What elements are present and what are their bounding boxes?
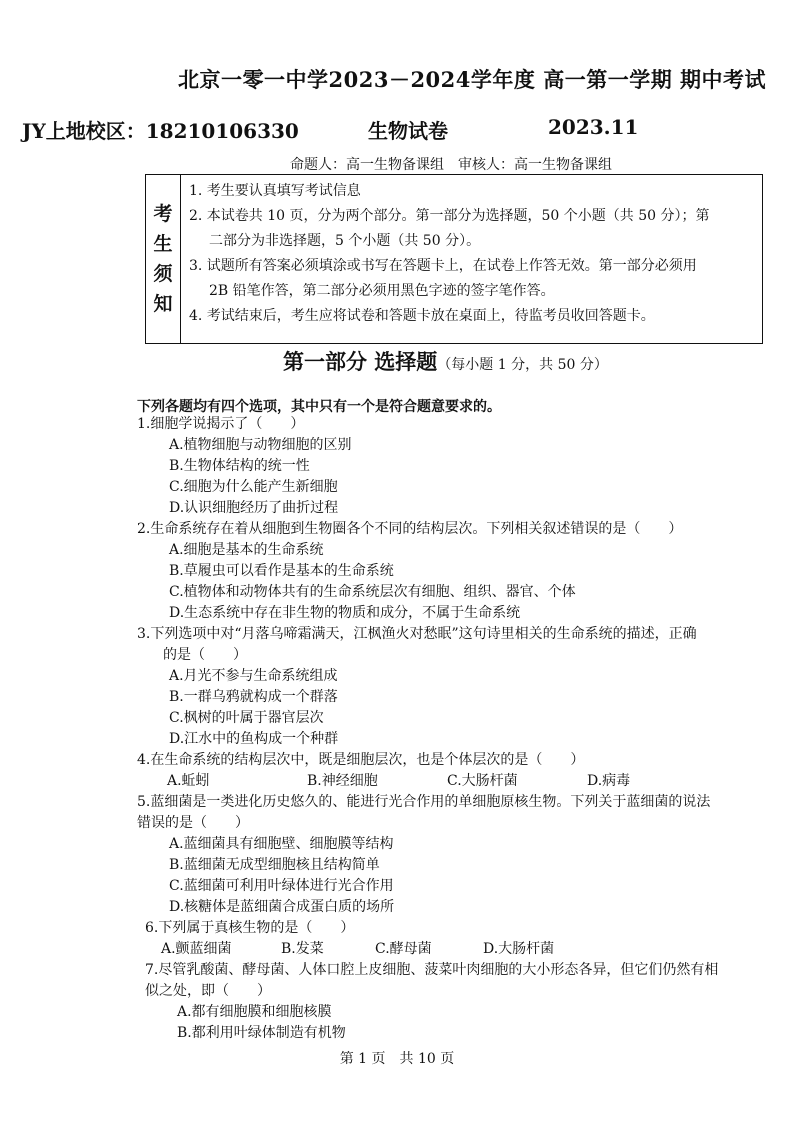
option: C.大肠杆菌 xyxy=(447,773,518,789)
option: B.草履虫可以看作是基本的生命系统 xyxy=(169,563,394,579)
notice-item-text: 二部分为非选择题，5 个小题（共 50 分）。 xyxy=(209,233,481,249)
notice-item-text: 1. 考生要认真填写考试信息 xyxy=(189,183,361,199)
option: A.都有细胞膜和细胞核膜 xyxy=(177,1004,332,1020)
notice-label-char: 考 xyxy=(153,203,173,225)
notice-item xyxy=(189,254,762,304)
notice-item-text: 2B 铅笔作答，第二部分必须用黑色字迹的签字笔作答。 xyxy=(209,283,555,299)
option-row xyxy=(137,771,777,792)
question-6 xyxy=(137,918,777,960)
page-footer: 第 1 页 共 10 页 xyxy=(339,1051,455,1067)
notice-label-char: 知 xyxy=(153,293,173,315)
option: C.蓝细菌可利用叶绿体进行光合作用 xyxy=(169,878,394,894)
notice-item-text: 4. 考试结束后，考生应将试卷和答题卡放在桌面上，待监考员收回答题卡。 xyxy=(189,308,655,324)
exam-subject: 生物试卷 xyxy=(368,119,448,143)
option: B.蓝细菌无成型细胞核且结构简单 xyxy=(169,857,380,873)
question-stem: 5.蓝细菌是一类进化历史悠久的、能进行光合作用的单细胞原核生物。下列关于蓝细菌的说法 xyxy=(137,794,711,810)
notice-item-text: 2. 本试卷共 10 页，分为两个部分。第一部分为选择题，50 个小题（共 50 分）；第 xyxy=(189,208,710,224)
notice-label-char: 生 xyxy=(153,233,173,255)
question-stem: 3.下列选项中对“月落乌啼霜满天，江枫渔火对愁眠”这句诗里相关的生命系统的描述，正确 xyxy=(137,626,697,642)
notice-item-text: 3. 试题所有答案必须填涂或书写在答题卡上，在试卷上作答无效。第一部分必须用 xyxy=(189,258,697,274)
notice-label-char: 须 xyxy=(153,263,173,285)
question-1 xyxy=(137,414,777,519)
option: D.大肠杆菌 xyxy=(483,941,555,957)
option: A.颤蓝细菌 xyxy=(161,941,232,957)
notice-item xyxy=(189,179,762,204)
option: A.细胞是基本的生命系统 xyxy=(169,542,324,558)
option: B.发菜 xyxy=(281,941,324,957)
question-4 xyxy=(137,750,777,792)
question-stem: 1.细胞学说揭示了（ ） xyxy=(137,416,305,432)
option: D.江水中的鱼构成一个种群 xyxy=(169,731,339,747)
question-5 xyxy=(137,792,777,918)
section-instruction: 下列各题均有四个选项，其中只有一个是符合题意要求的。 xyxy=(137,399,501,415)
question-stem: 6.下列属于真核生物的是（ ） xyxy=(145,920,355,936)
option: C.细胞为什么能产生新细胞 xyxy=(169,479,338,495)
option: A.蓝细菌具有细胞壁、细胞膜等结构 xyxy=(169,836,394,852)
notice-items xyxy=(181,175,762,343)
option: A.月光不参与生命系统组成 xyxy=(169,668,338,684)
option: C.酵母菌 xyxy=(375,941,432,957)
question-stem: 4.在生命系统的结构层次中，既是细胞层次，也是个体层次的是（ ） xyxy=(137,752,585,768)
question-stem-continued: 的是（ ） xyxy=(163,647,247,663)
candidate-notice-box xyxy=(145,174,763,344)
section-title xyxy=(283,346,608,376)
option: B.生物体结构的统一性 xyxy=(169,458,310,474)
exam-title: 北京一零一中学2023－2024学年度 高一第一学期 期中考试 xyxy=(178,67,767,92)
question-stem-continued: 错误的是（ ） xyxy=(137,815,249,831)
notice-item xyxy=(189,304,762,329)
option: D.认识细胞经历了曲折过程 xyxy=(169,500,339,516)
option-row xyxy=(145,939,777,960)
option: A.植物细胞与动物细胞的区别 xyxy=(169,437,352,453)
option: B.神经细胞 xyxy=(307,773,378,789)
option: C.植物体和动物体共有的生命系统层次有细胞、组织、器官、个体 xyxy=(169,584,576,600)
option: D.生态系统中存在非生物的物质和成分，不属于生命系统 xyxy=(169,605,521,621)
option: D.核糖体是蓝细菌合成蛋白质的场所 xyxy=(169,899,395,915)
option: D.病毒 xyxy=(587,773,631,789)
question-stem: 2.生命系统存在着从细胞到生物圈各个不同的结构层次。下列相关叙述错误的是（ ） xyxy=(137,521,683,537)
option: C.枫树的叶属于器官层次 xyxy=(169,710,324,726)
exam-date: 2023.11 xyxy=(548,115,639,139)
question-stem-continued: 似之处，即（ ） xyxy=(145,983,271,999)
notice-label xyxy=(146,175,181,343)
campus-contact: JY上地校区：18210106330 xyxy=(22,119,299,143)
question-list xyxy=(137,414,777,1044)
notice-item xyxy=(189,204,762,254)
option: B.一群乌鸦就构成一个群落 xyxy=(169,689,338,705)
question-7 xyxy=(137,960,777,1044)
question-3 xyxy=(137,624,777,750)
option: B.都利用叶绿体制造有机物 xyxy=(177,1025,346,1041)
section-score-note: （每小题 1 分，共 50 分） xyxy=(437,357,608,373)
authors-line: 命题人：高一生物备课组 审核人：高一生物备课组 xyxy=(290,157,612,173)
section-title-text: 第一部分 选择题 xyxy=(283,349,438,374)
question-2 xyxy=(137,519,777,624)
option: A.蚯蚓 xyxy=(167,773,210,789)
question-stem: 7.尽管乳酸菌、酵母菌、人体口腔上皮细胞、菠菜叶肉细胞的大小形态各异，但它们仍然有相 xyxy=(145,962,719,978)
